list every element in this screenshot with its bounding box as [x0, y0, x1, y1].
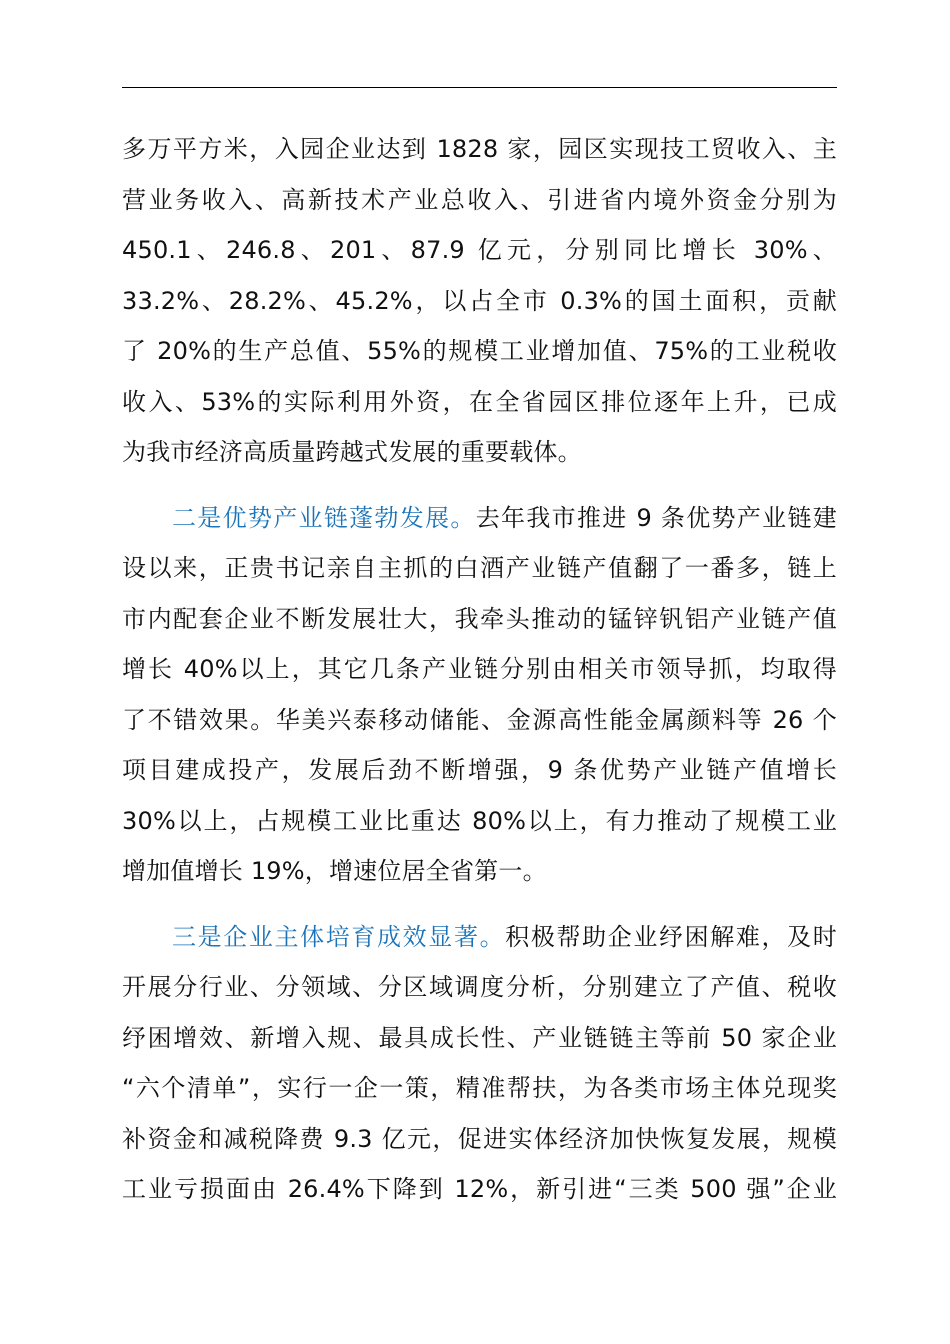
paragraph-line: 营业务收入、高新技术产业总收入、引进省内境外资金分别为	[122, 185, 837, 214]
paragraph-line: 纾困增效、新增入规、最具成长性、产业链链主等前 50 家企业	[122, 1023, 837, 1052]
paragraph-line: 33.2%、28.2%、45.2%，以占全市 0.3%的国土面积，贡献	[122, 286, 837, 315]
paragraph-first-line	[122, 493, 837, 544]
paragraph-line: “六个清单”，实行一企一策，精准帮扶，为各类市场主体兑现奖	[122, 1074, 837, 1102]
paragraph-line: 设以来，正贵书记亲自主抓的白酒产业链产值翻了一番多，链上	[122, 554, 837, 582]
paragraph-line: 市内配套企业不断发展壮大，我牵头推动的锰锌钒铝产业链产值	[122, 604, 837, 633]
paragraph-line: 增加值增长 19%，增速位居全省第一。	[122, 857, 547, 885]
paragraph-first-line	[122, 912, 837, 963]
paragraph-line: 多万平方米，入园企业达到 1828 家，园区实现技工贸收入、主	[122, 135, 837, 163]
paragraph-line: 增长 40%以上，其它几条产业链分别由相关市领导抓，均取得	[122, 655, 837, 683]
paragraph-line: 了 20%的生产总值、55%的规模工业增加值、75%的工业税收	[122, 337, 837, 365]
paragraph-1	[122, 124, 842, 478]
paragraph-line: 补资金和减税降费 9.3 亿元，促进实体经济加快恢复发展，规模	[122, 1124, 837, 1153]
paragraph-line-text: 去年我市推进 9 条优势产业链建	[475, 503, 837, 532]
section-heading-industry-chain: 二是优势产业链蓬勃发展。	[172, 503, 476, 532]
paragraph-line: 450.1、246.8、201、87.9 亿元，分别同比增长 30%、	[122, 236, 837, 264]
paragraph-2	[122, 493, 842, 897]
paragraph-line-text: 积极帮助企业纾困解难，及时	[505, 922, 837, 951]
paragraph-line: 为我市经济高质量跨越式发展的重要载体。	[122, 438, 582, 466]
header-rule	[122, 87, 837, 88]
section-heading-enterprise-cultivation: 三是企业主体培育成效显著。	[172, 922, 506, 951]
paragraph-line: 项目建成投产，发展后劲不断增强，9 条优势产业链产值增长	[122, 756, 837, 784]
paragraph-line: 工业亏损面由 26.4%下降到 12%，新引进“三类 500 强”企业	[122, 1175, 837, 1203]
paragraph-line: 了不错效果。华美兴泰移动储能、金源高性能金属颜料等 26 个	[122, 705, 837, 734]
paragraph-line: 30%以上，占规模工业比重达 80%以上，有力推动了规模工业	[122, 806, 837, 835]
paragraph-line: 开展分行业、分领域、分区域调度分析，分别建立了产值、税收	[122, 973, 837, 1001]
paragraph-3	[122, 912, 842, 1215]
document-body	[122, 124, 842, 1215]
paragraph-line: 收入、53%的实际利用外资，在全省园区排位逐年上升，已成	[122, 387, 837, 416]
